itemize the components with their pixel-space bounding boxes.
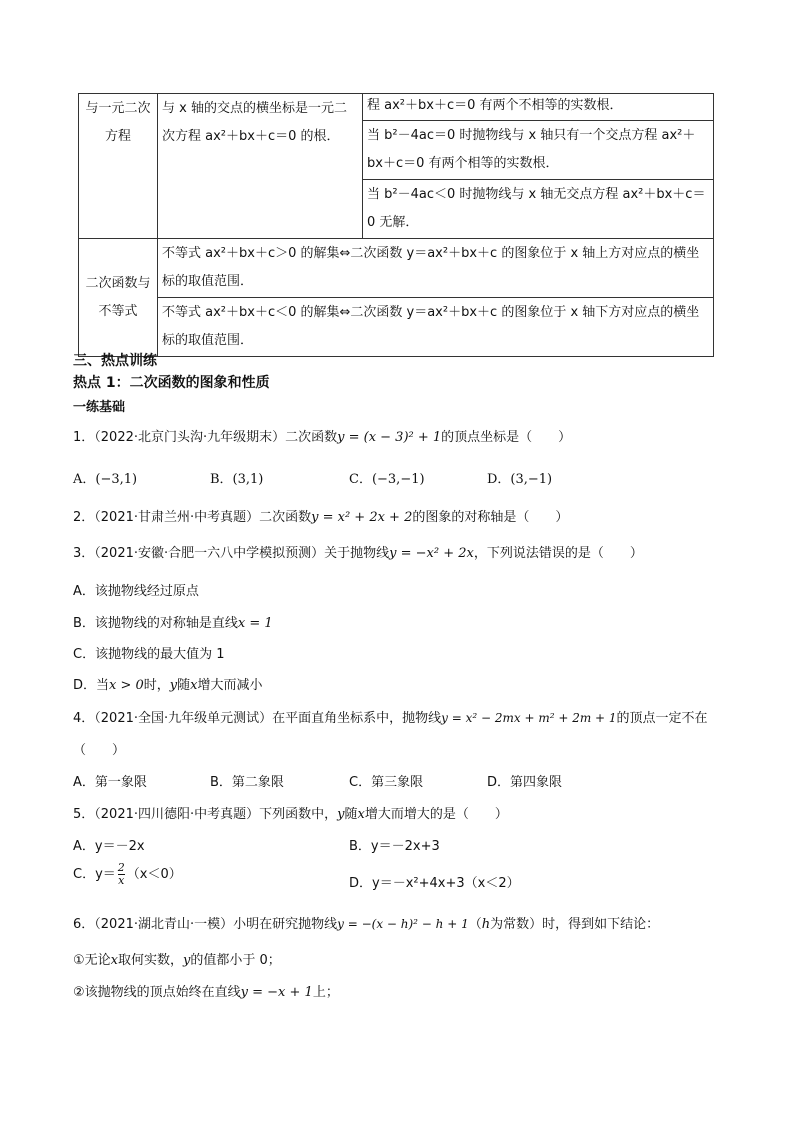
sub-title: 一练基础 <box>73 400 126 415</box>
q5-option-a: A．y＝－2x <box>73 839 145 854</box>
table-row1-case3: 当 b²－4ac＜0 时抛物线与 x 轴无交点方程 ax²＋bx＋c＝0 无解． <box>363 180 714 239</box>
question-3: 3．（2021·安徽·合肥一六八中学模拟预测）关于抛物线y = −x² + 2x，下列说法错误的是（ ） <box>73 546 643 561</box>
question-6: 6．（2021·湖北青山·一模）小明在研究抛物线y = −(x − h)² − h + 1（h为常数）时，得到如下结论： <box>73 917 660 932</box>
q4-option-a: A．第一象限 <box>73 775 147 790</box>
question-5: 5．（2021·四川德阳·中考真题）下列函数中，y随x增大而增大的是（ ） <box>73 807 508 822</box>
q1-option-c: C．(−3,−1) <box>349 472 425 487</box>
q5-fraction: $\frac{2}{x}$ <box>117 861 125 887</box>
table-row1-case1: 程 ax²＋bx＋c＝0 有两个不相等的实数根． <box>363 94 714 121</box>
table-row2-case1: 不等式 ax²＋bx＋c＞0 的解集⇔二次函数 y＝ax²＋bx＋c 的图象位于 x 轴上方对应点的横坐标的取值范围． <box>158 239 714 298</box>
q1-option-d: D．(3,−1) <box>487 472 553 487</box>
q5-option-b: B．y＝－2x+3 <box>349 839 440 854</box>
q5-option-d: D．y＝－x²+4x+3（x＜2） <box>349 876 520 891</box>
q3-option-b: B．该抛物线的对称轴是直线x = 1 <box>73 616 273 631</box>
q3-option-c: C．该抛物线的最大值为 1 <box>73 647 225 662</box>
q4-option-b: B．第二象限 <box>210 775 284 790</box>
q5-option-c: C．y＝ $\frac{2}{x}$ （x＜0） <box>73 861 182 887</box>
hotspot-title: 热点 1：二次函数的图象和性质 <box>73 375 270 391</box>
q4-option-d: D．第四象限 <box>487 775 563 790</box>
table-row2-label: 二次函数与不等式 <box>79 239 158 357</box>
table-row1-case2: 当 b²－4ac＝0 时抛物线与 x 轴只有一个交点方程 ax²＋bx＋c＝0 有两个相等的实数根． <box>363 121 714 180</box>
q3-option-d: D．当x > 0时，y随x增大而减小 <box>73 678 263 693</box>
q1-option-b: B．(3,1) <box>210 472 264 487</box>
q3-option-a: A．该抛物线经过原点 <box>73 584 199 599</box>
q6-conclusion-2: ②该抛物线的顶点始终在直线y = −x + 1上； <box>73 985 339 1000</box>
question-4: 4．（2021·全国·九年级单元测试）在平面直角坐标系中，抛物线y = x² − 2mx + m² + 2m + 1的顶点一定不在 <box>73 711 708 726</box>
section-title: 三、热点训练 <box>73 353 157 369</box>
q1-option-a: A．(−3,1) <box>73 472 138 487</box>
question-1: 1．（2022·北京门头沟·九年级期末）二次函数y = (x − 3)² + 1的顶点坐标是（ ） <box>73 430 572 445</box>
question-4-paren: （ ） <box>73 743 126 758</box>
table-row2-case2: 不等式 ax²＋bx＋c＜0 的解集⇔二次函数 y＝ax²＋bx＋c 的图象位于 x 轴下方对应点的横坐标的取值范围． <box>158 298 714 357</box>
table-row1-label: 与一元二次方程 <box>79 94 158 239</box>
q4-option-c: C．第三象限 <box>349 775 424 790</box>
q6-conclusion-1: ①无论x取何实数，y的值都小于 0； <box>73 953 281 968</box>
table-row1-desc: 与 x 轴的交点的横坐标是一元二次方程 ax²＋bx＋c＝0 的根． <box>158 94 363 239</box>
knowledge-table <box>78 93 714 357</box>
question-2: 2．（2021·甘肃兰州·中考真题）二次函数y = x² + 2x + 2的图象的对称轴是（ ） <box>73 510 569 525</box>
